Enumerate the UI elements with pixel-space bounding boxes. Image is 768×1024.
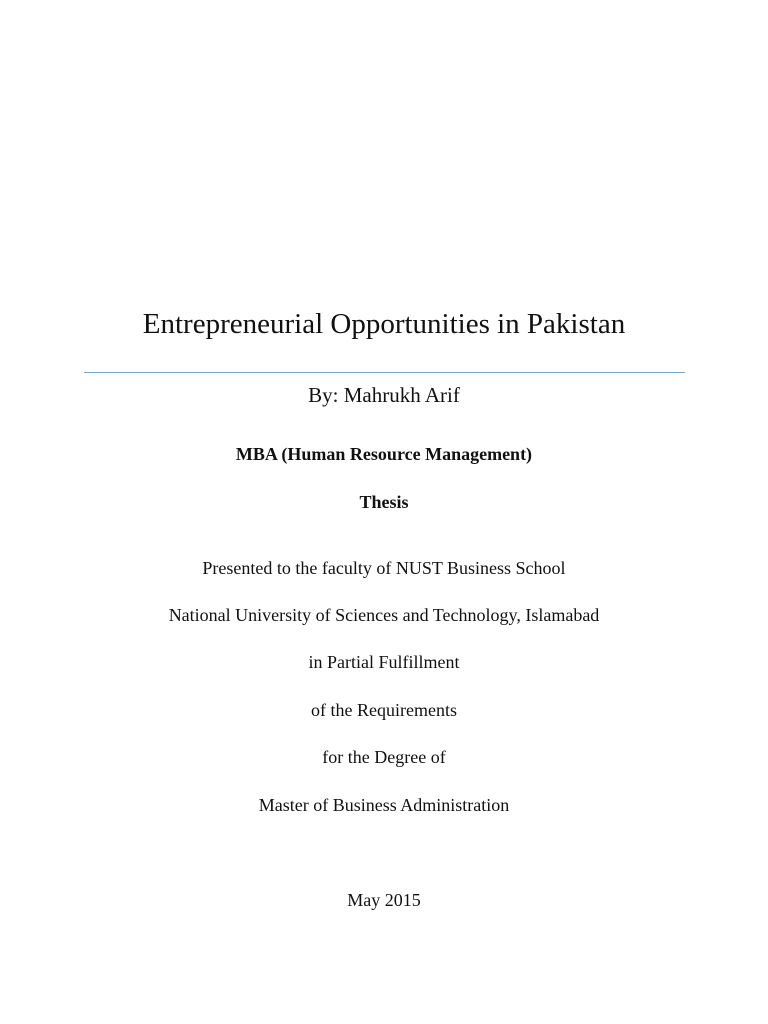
degree-line: MBA (Human Resource Management)	[235, 444, 533, 464]
presentation-line-fulfillment: in Partial Fulfillment	[308, 652, 460, 672]
presentation-line-degree-name: Master of Business Administration	[258, 795, 510, 815]
presentation-line-faculty: Presented to the faculty of NUST Business School	[202, 558, 566, 578]
presentation-line-university: National University of Sciences and Technology, Islamabad	[168, 605, 600, 625]
document-title: Entrepreneurial Opportunities in Pakistan	[142, 308, 626, 340]
title-divider	[84, 372, 685, 373]
document-type: Thesis	[359, 492, 409, 512]
presentation-line-requirements: of the Requirements	[311, 700, 457, 720]
presentation-line-degree-of: for the Degree of	[322, 747, 446, 767]
author-line: By: Mahrukh Arif	[308, 383, 460, 407]
submission-date: May 2015	[347, 890, 421, 910]
